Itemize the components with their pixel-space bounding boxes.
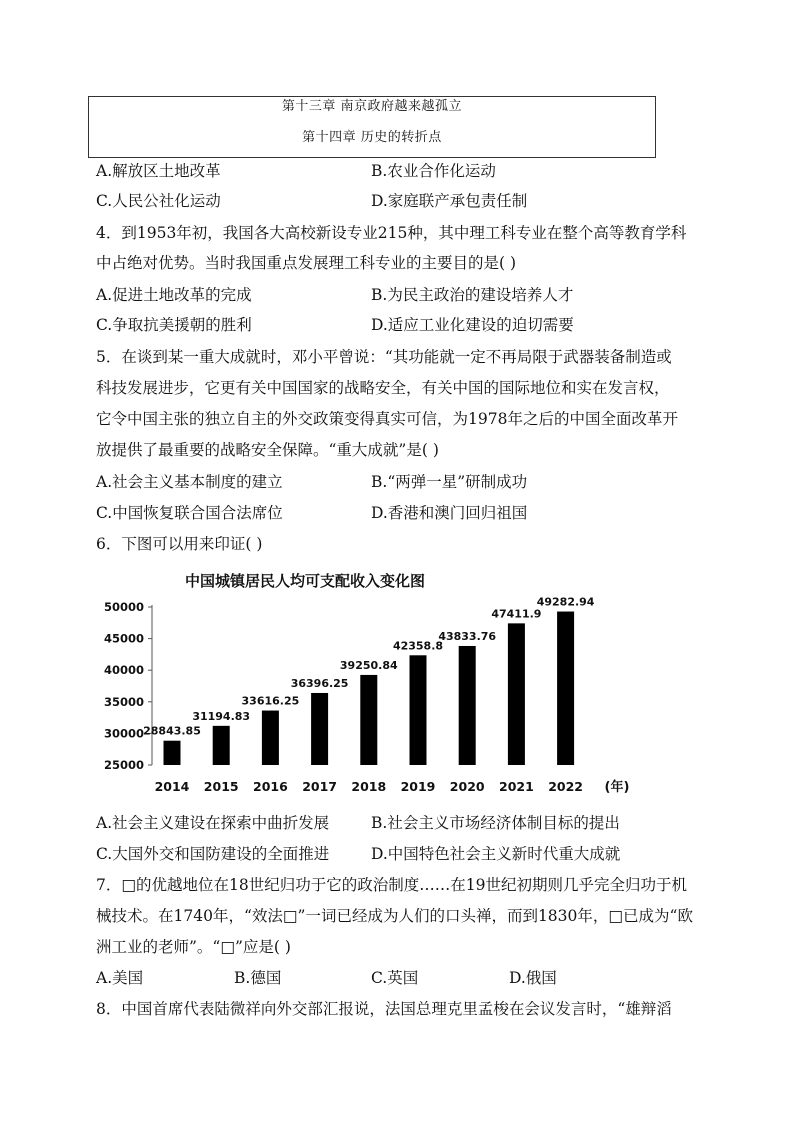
bar-2017 [311,693,328,765]
q7-option-d[interactable]: D.俄国 [509,969,557,987]
x-tick-label-2017: 2017 [302,779,337,794]
bar-value-label-2020: 43833.76 [438,629,497,643]
y-tick-label: 45000 [103,631,144,646]
y-tick-label: 30000 [103,726,144,741]
q5-stem-line-3: 它令中国主张的独立自主的外交政策变得真实可信，为1978年之后的中国全面改革开 [96,410,678,428]
bar-2016 [262,711,279,765]
bar-2019 [410,655,427,765]
q6-option-a[interactable]: A.社会主义建设在探索中曲折发展 [96,814,330,832]
bar-value-label-2022: 49282.94 [536,595,595,609]
bars [164,612,575,765]
chart-svg [90,565,650,805]
bar-2014 [164,741,181,765]
q4-option-d[interactable]: D.适应工业化建设的迫切需要 [371,316,574,334]
q4-stem-line-2: 中占绝对优势。当时我国重点发展理工科专业的主要目的是( ) [96,254,517,272]
q4-option-c[interactable]: C.争取抗美援朝的胜利 [96,316,252,334]
chapter-header-line-1: 第十三章 南京政府越来越孤立 [281,99,463,114]
bar-value-label-2016: 33616.25 [241,694,300,708]
q7-option-c[interactable]: C.英国 [371,969,419,987]
y-tick-label: 25000 [103,758,144,772]
q6-stem-line-1: 6．下图可以用来印证( ) [96,535,263,553]
q6-option-d[interactable]: D.中国特色社会主义新时代重大成就 [371,845,621,863]
bar-value-label-2017: 36396.25 [290,676,349,690]
q3-option-c[interactable]: C.人民公社化运动 [96,192,221,210]
bar-2020 [459,646,476,765]
q5-option-b[interactable]: B.“两弹一星”研制成功 [371,473,528,491]
y-tick-label: 50000 [103,600,144,614]
x-tick-label-2015: 2015 [203,779,239,794]
x-tick-label-2019: 2019 [400,779,436,794]
y-tick-label: 35000 [103,694,144,709]
q7-option-b[interactable]: B.德国 [234,969,282,987]
bar-2015 [213,726,230,765]
bar-value-label-2018: 39250.84 [339,658,398,672]
q5-stem-line-2: 科技发展进步，它更有关中国国家的战略安全，有关中国的国际地位和实在发言权， [96,379,670,397]
bar-2022 [557,612,574,765]
q4-stem-line-1: 4．到1953年初，我国各大高校新设专业215种，其中理工科专业在整个高等教育学科 [96,224,687,242]
bar-value-label-2014: 28843.85 [143,724,201,738]
bar-value-label-2019: 42358.8 [392,639,444,653]
bar-value-label-2021: 47411.9 [491,607,542,621]
q7-stem-line-3: 洲工业的老师”。“□”应是( ) [96,938,291,956]
bar-2018 [360,675,377,765]
q5-option-c[interactable]: C.中国恢复联合国合法席位 [96,504,283,522]
q5-stem-line-4: 放提供了最重要的战略安全保障。“重大成就”是( ) [96,441,439,459]
q5-option-d[interactable]: D.香港和澳门回归祖国 [371,504,528,522]
x-tick-label-2014: 2014 [154,779,190,794]
q3-option-a[interactable]: A.解放区土地改革 [96,162,221,180]
q4-option-b[interactable]: B.为民主政治的建设培养人才 [371,286,574,304]
x-tick-label-2018: 2018 [351,779,387,794]
y-tick-label: 40000 [103,663,144,678]
q7-stem-line-2: 械技术。在1740年，“效法□”一词已经成为人们的口头禅，而到1830年，□已成为“欧 [96,907,693,925]
x-tick-label-2021: 2021 [499,779,534,794]
q3-option-d[interactable]: D.家庭联产承包责任制 [371,192,528,210]
y-axis [104,600,152,772]
q5-stem-line-1: 5．在谈到某一重大成就时，邓小平曾说：“其功能就一定不再局限于武器装备制造或 [96,348,672,366]
chapter-header-box [88,96,656,158]
bar-value-label-2015: 31194.83 [192,709,251,723]
q7-stem-line-1: 7．□的优越地位在18世纪归功于它的政治制度……在19世纪初期则几乎完全归功于机 [96,876,687,894]
x-axis [155,779,583,794]
x-tick-label-2020: 2020 [449,779,485,794]
q7-option-a[interactable]: A.美国 [96,969,144,987]
q4-option-a[interactable]: A.促进土地改革的完成 [96,286,252,304]
q6-option-b[interactable]: B.社会主义市场经济体制目标的提出 [371,814,620,832]
bar-2021 [508,623,525,765]
q5-option-a[interactable]: A.社会主义基本制度的建立 [96,473,283,491]
x-tick-label-2016: 2016 [253,779,288,794]
q3-option-b[interactable]: B.农业合作化运动 [371,162,496,180]
x-tick-label-2022: 2022 [548,779,583,794]
q6-option-c[interactable]: C.大国外交和国防建设的全面推进 [96,845,330,863]
q8-stem-line-1: 8．中国首席代表陆微祥向外交部汇报说，法国总理克里孟梭在会议发言时，“雄辩滔 [96,1000,672,1018]
chapter-header-line-2: 第十四章 历史的转折点 [302,130,442,145]
chart-title: 中国城镇居民人均可支配收入变化图 [184,572,426,590]
income-bar-chart [90,565,650,805]
x-axis-unit-label: (年) [604,780,630,795]
